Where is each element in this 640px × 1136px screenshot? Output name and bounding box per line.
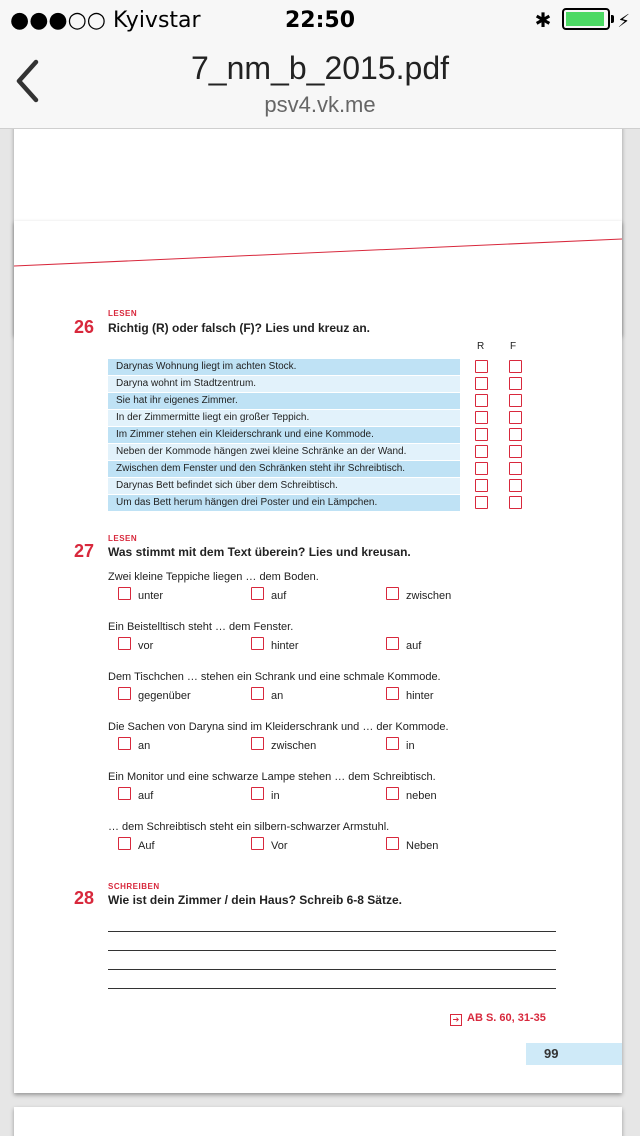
- option-checkbox[interactable]: [118, 787, 131, 800]
- option-label: Neben: [406, 840, 439, 852]
- option-label: hinter: [271, 640, 299, 652]
- option-label: zwischen: [406, 590, 452, 602]
- option-label: hinter: [406, 690, 434, 702]
- option-checkbox[interactable]: [251, 837, 264, 850]
- option-label: Auf: [138, 840, 155, 852]
- checkbox-richtig[interactable]: [475, 479, 488, 492]
- document-source: psv4.vk.me: [264, 92, 376, 117]
- statement-row: Im Zimmer stehen ein Kleiderschrank und eine Kommode.: [108, 427, 460, 443]
- checkbox-falsch[interactable]: [509, 428, 522, 441]
- option-checkbox[interactable]: [386, 737, 399, 750]
- option-checkbox[interactable]: [118, 737, 131, 750]
- option-checkbox[interactable]: [386, 837, 399, 850]
- statement-row: In der Zimmermitte liegt ein großer Teppich.: [108, 410, 460, 426]
- column-r-header: R: [477, 341, 485, 352]
- question-text: Die Sachen von Daryna sind im Kleiderschrank und … der Kommode.: [108, 721, 449, 733]
- task26-number: 26: [74, 317, 95, 337]
- option-checkbox[interactable]: [118, 637, 131, 650]
- option-checkbox[interactable]: [386, 687, 399, 700]
- option-label: an: [271, 690, 284, 702]
- statement-row: Neben der Kommode hängen zwei kleine Schränke an der Wand.: [108, 444, 460, 460]
- writing-line: [108, 950, 556, 951]
- statement-row: Zwischen dem Fenster und den Schränken steht ihr Schreibtisch.: [108, 461, 460, 477]
- option-checkbox[interactable]: [386, 787, 399, 800]
- checkbox-richtig[interactable]: [475, 445, 488, 458]
- pdf-page-next: [14, 1107, 622, 1136]
- battery-icon: [562, 8, 610, 30]
- column-f-header: F: [510, 341, 517, 352]
- option-label: vor: [138, 640, 154, 652]
- carrier: ●●●○○ Kyivstar: [10, 8, 201, 33]
- status-icons: [535, 8, 630, 33]
- option-label: in: [271, 790, 280, 802]
- nav-bar: [0, 40, 640, 129]
- task27-label: LESEN: [108, 534, 138, 543]
- option-checkbox[interactable]: [386, 587, 399, 600]
- task26-title: Richtig (R) oder falsch (F)? Lies und kreuz an.: [108, 321, 371, 335]
- pdf-page-current: [14, 221, 622, 1093]
- checkbox-richtig[interactable]: [475, 377, 488, 390]
- checkbox-falsch[interactable]: [509, 496, 522, 509]
- option-label: unter: [138, 590, 164, 602]
- statement-row: Darynas Bett befindet sich über dem Schreibtisch.: [108, 478, 460, 494]
- option-checkbox[interactable]: [251, 737, 264, 750]
- task28-title: Wie ist dein Zimmer / dein Haus? Schreib 6-8 Sätze.: [108, 893, 402, 907]
- option-label: auf: [271, 590, 287, 602]
- option-label: auf: [406, 640, 422, 652]
- checkbox-falsch[interactable]: [509, 377, 522, 390]
- option-checkbox[interactable]: [118, 587, 131, 600]
- checkbox-falsch[interactable]: [509, 360, 522, 373]
- question-text: … dem Schreibtisch steht ein silbern-schwarzer Armstuhl.: [108, 821, 390, 833]
- option-label: neben: [406, 790, 437, 802]
- checkbox-richtig[interactable]: [475, 394, 488, 407]
- option-label: an: [138, 740, 151, 752]
- option-label: zwischen: [271, 740, 317, 752]
- option-checkbox[interactable]: [251, 687, 264, 700]
- option-checkbox[interactable]: [118, 687, 131, 700]
- question-text: Ein Beistelltisch steht … dem Fenster.: [108, 621, 294, 633]
- checkbox-richtig[interactable]: [475, 462, 488, 475]
- statement-row: Darynas Wohnung liegt im achten Stock.: [108, 359, 460, 375]
- option-checkbox[interactable]: [118, 837, 131, 850]
- clock: 22:50: [284, 8, 356, 33]
- pdf-viewer[interactable]: [0, 129, 640, 1136]
- writing-line: [108, 969, 556, 970]
- checkbox-richtig[interactable]: [475, 428, 488, 441]
- page-number: 99: [526, 1043, 622, 1065]
- option-label: in: [406, 740, 415, 752]
- checkbox-falsch[interactable]: [509, 394, 522, 407]
- checkbox-falsch[interactable]: [509, 411, 522, 424]
- statement-row: Sie hat ihr eigenes Zimmer.: [108, 393, 460, 409]
- checkbox-falsch[interactable]: [509, 479, 522, 492]
- workbook-reference: AB S. 60, 31-35: [467, 1012, 546, 1024]
- writing-line: [108, 931, 556, 932]
- option-checkbox[interactable]: [251, 587, 264, 600]
- question-text: Zwei kleine Teppiche liegen … dem Boden.: [108, 571, 319, 583]
- option-checkbox[interactable]: [251, 787, 264, 800]
- checkbox-richtig[interactable]: [475, 411, 488, 424]
- option-label: Vor: [271, 840, 288, 852]
- task28-number: 28: [74, 888, 95, 908]
- writing-line: [108, 988, 556, 989]
- statement-row: Daryna wohnt im Stadtzentrum.: [108, 376, 460, 392]
- task27-number: 27: [74, 541, 95, 561]
- option-label: gegenüber: [138, 690, 191, 702]
- task27-title: Was stimmt mit dem Text überein? Lies und kreusan.: [108, 545, 411, 559]
- question-text: Dem Tischchen … stehen ein Schrank und eine schmale Kommode.: [108, 671, 441, 683]
- statement-row: Um das Bett herum hängen drei Poster und ein Lämpchen.: [108, 495, 460, 511]
- status-bar: [0, 0, 640, 40]
- option-label: auf: [138, 790, 154, 802]
- option-checkbox[interactable]: [386, 637, 399, 650]
- option-checkbox[interactable]: [251, 637, 264, 650]
- checkbox-falsch[interactable]: [509, 462, 522, 475]
- workbook-arrow-icon: ➔: [450, 1014, 462, 1026]
- charging-icon: ⚡: [617, 11, 630, 32]
- question-text: Ein Monitor und eine schwarze Lampe stehen … dem Schreibtisch.: [108, 771, 436, 783]
- task28-label: SCHREIBEN: [108, 882, 160, 891]
- task26-label: LESEN: [108, 309, 138, 318]
- checkbox-richtig[interactable]: [475, 360, 488, 373]
- document-title: 7_nm_b_2015.pdf: [191, 50, 449, 86]
- checkbox-falsch[interactable]: [509, 445, 522, 458]
- checkbox-richtig[interactable]: [475, 496, 488, 509]
- bluetooth-icon: ✱: [534, 8, 552, 32]
- decorative-red-line: [14, 221, 622, 281]
